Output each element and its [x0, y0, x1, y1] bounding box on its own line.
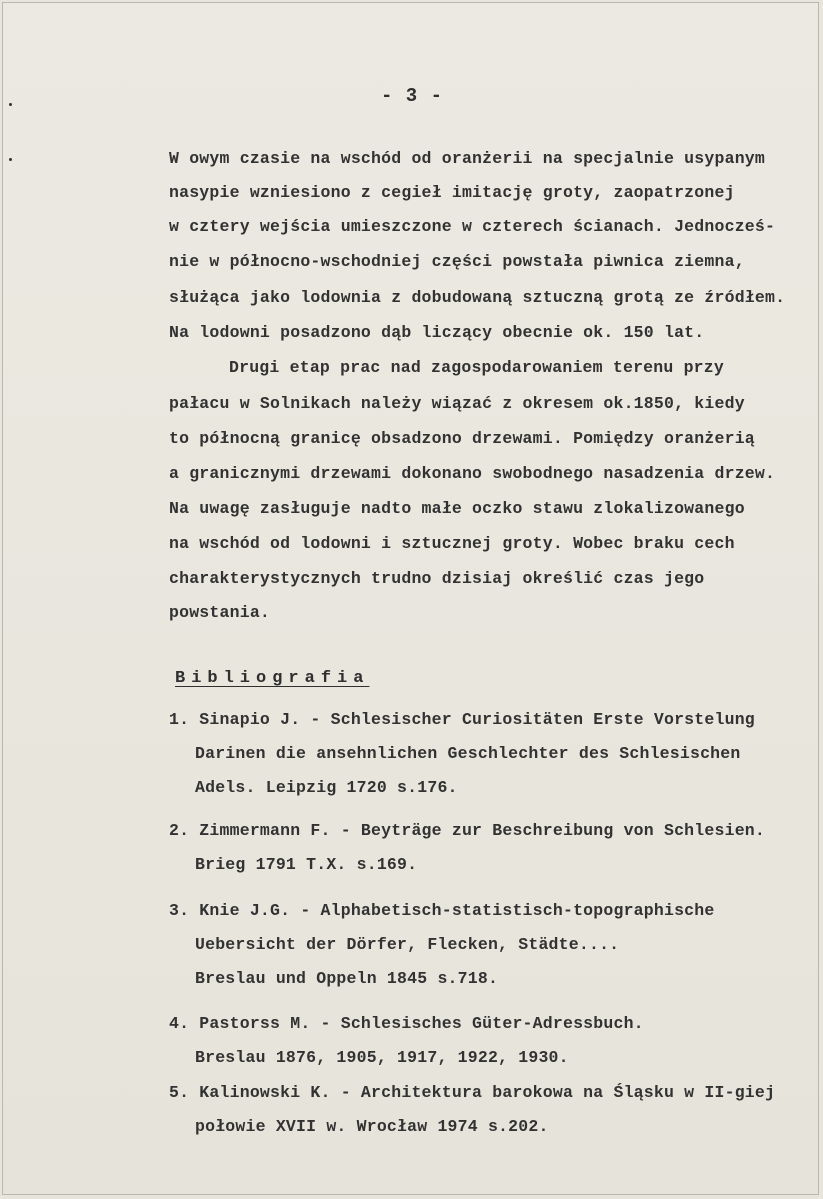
paragraph1-line: W owym czasie na wschód od oranżerii na specjalnie usypanym: [169, 149, 765, 168]
bibliography-entry-line: połowie XVII w. Wrocław 1974 s.202.: [195, 1117, 549, 1136]
paragraph2-line: Drugi etap prac nad zagospodarowaniem terenu przy: [229, 358, 724, 377]
paragraph2-line: na wschód od lodowni i sztucznej groty. Wobec braku cech: [169, 534, 735, 553]
bibliography-entry-line: Adels. Leipzig 1720 s.176.: [195, 778, 458, 797]
bibliography-entry-line: 1. Sinapio J. - Schlesischer Curiositäten Erste Vorstelung: [169, 710, 755, 729]
bibliography-entry-line: Brieg 1791 T.X. s.169.: [195, 855, 418, 874]
paragraph1-line: w cztery wejścia umieszczone w czterech ścianach. Jednocześ-: [169, 217, 776, 236]
paragraph2-line: to północną granicę obsadzono drzewami. Pomiędzy oranżerią: [169, 429, 755, 448]
bibliography-entry-line: 5. Kalinowski K. - Architektura barokowa na Śląsku w II-giej: [169, 1083, 776, 1102]
bibliography-entry-line: Uebersicht der Dörfer, Flecken, Städte....: [195, 935, 620, 954]
bibliography-heading: Bibliografia: [175, 669, 370, 688]
scan-mark: [9, 158, 12, 161]
bibliography-entry-line: 3. Knie J.G. - Alphabetisch-statistisch-topographische: [169, 901, 715, 920]
paragraph1-line: nie w północno-wschodniej części powstała piwnica ziemna,: [169, 252, 745, 271]
document-page: [2, 2, 819, 1195]
paragraph2-line: pałacu w Solnikach należy wiązać z okresem ok.1850, kiedy: [169, 394, 745, 413]
paragraph2-line: Na uwagę zasługuje nadto małe oczko stawu zlokalizowanego: [169, 499, 745, 518]
bibliography-entry-line: Breslau 1876, 1905, 1917, 1922, 1930.: [195, 1048, 569, 1067]
paragraph1-line: służąca jako lodownia z dobudowaną sztuczną grotą ze źródłem.: [169, 288, 786, 307]
paragraph2-line: a granicznymi drzewami dokonano swobodnego nasadzenia drzew.: [169, 464, 776, 483]
bibliography-entry-line: Darinen die ansehnlichen Geschlechter des Schlesischen: [195, 744, 741, 763]
paragraph2-line: charakterystycznych trudno dzisiaj określić czas jego: [169, 569, 705, 588]
scan-mark: [9, 103, 12, 106]
bibliography-entry-line: 2. Zimmermann F. - Beyträge zur Beschreibung von Schlesien.: [169, 821, 765, 840]
bibliography-entry-line: 4. Pastorss M. - Schlesisches Güter-Adressbuch.: [169, 1014, 644, 1033]
page-number: - 3 -: [381, 85, 444, 107]
paragraph1-line: Na lodowni posadzono dąb liczący obecnie ok. 150 lat.: [169, 323, 705, 342]
bibliography-entry-line: Breslau und Oppeln 1845 s.718.: [195, 969, 499, 988]
paragraph1-line: nasypie wzniesiono z cegieł imitację groty, zaopatrzonej: [169, 183, 735, 202]
paragraph2-line: powstania.: [169, 603, 271, 622]
